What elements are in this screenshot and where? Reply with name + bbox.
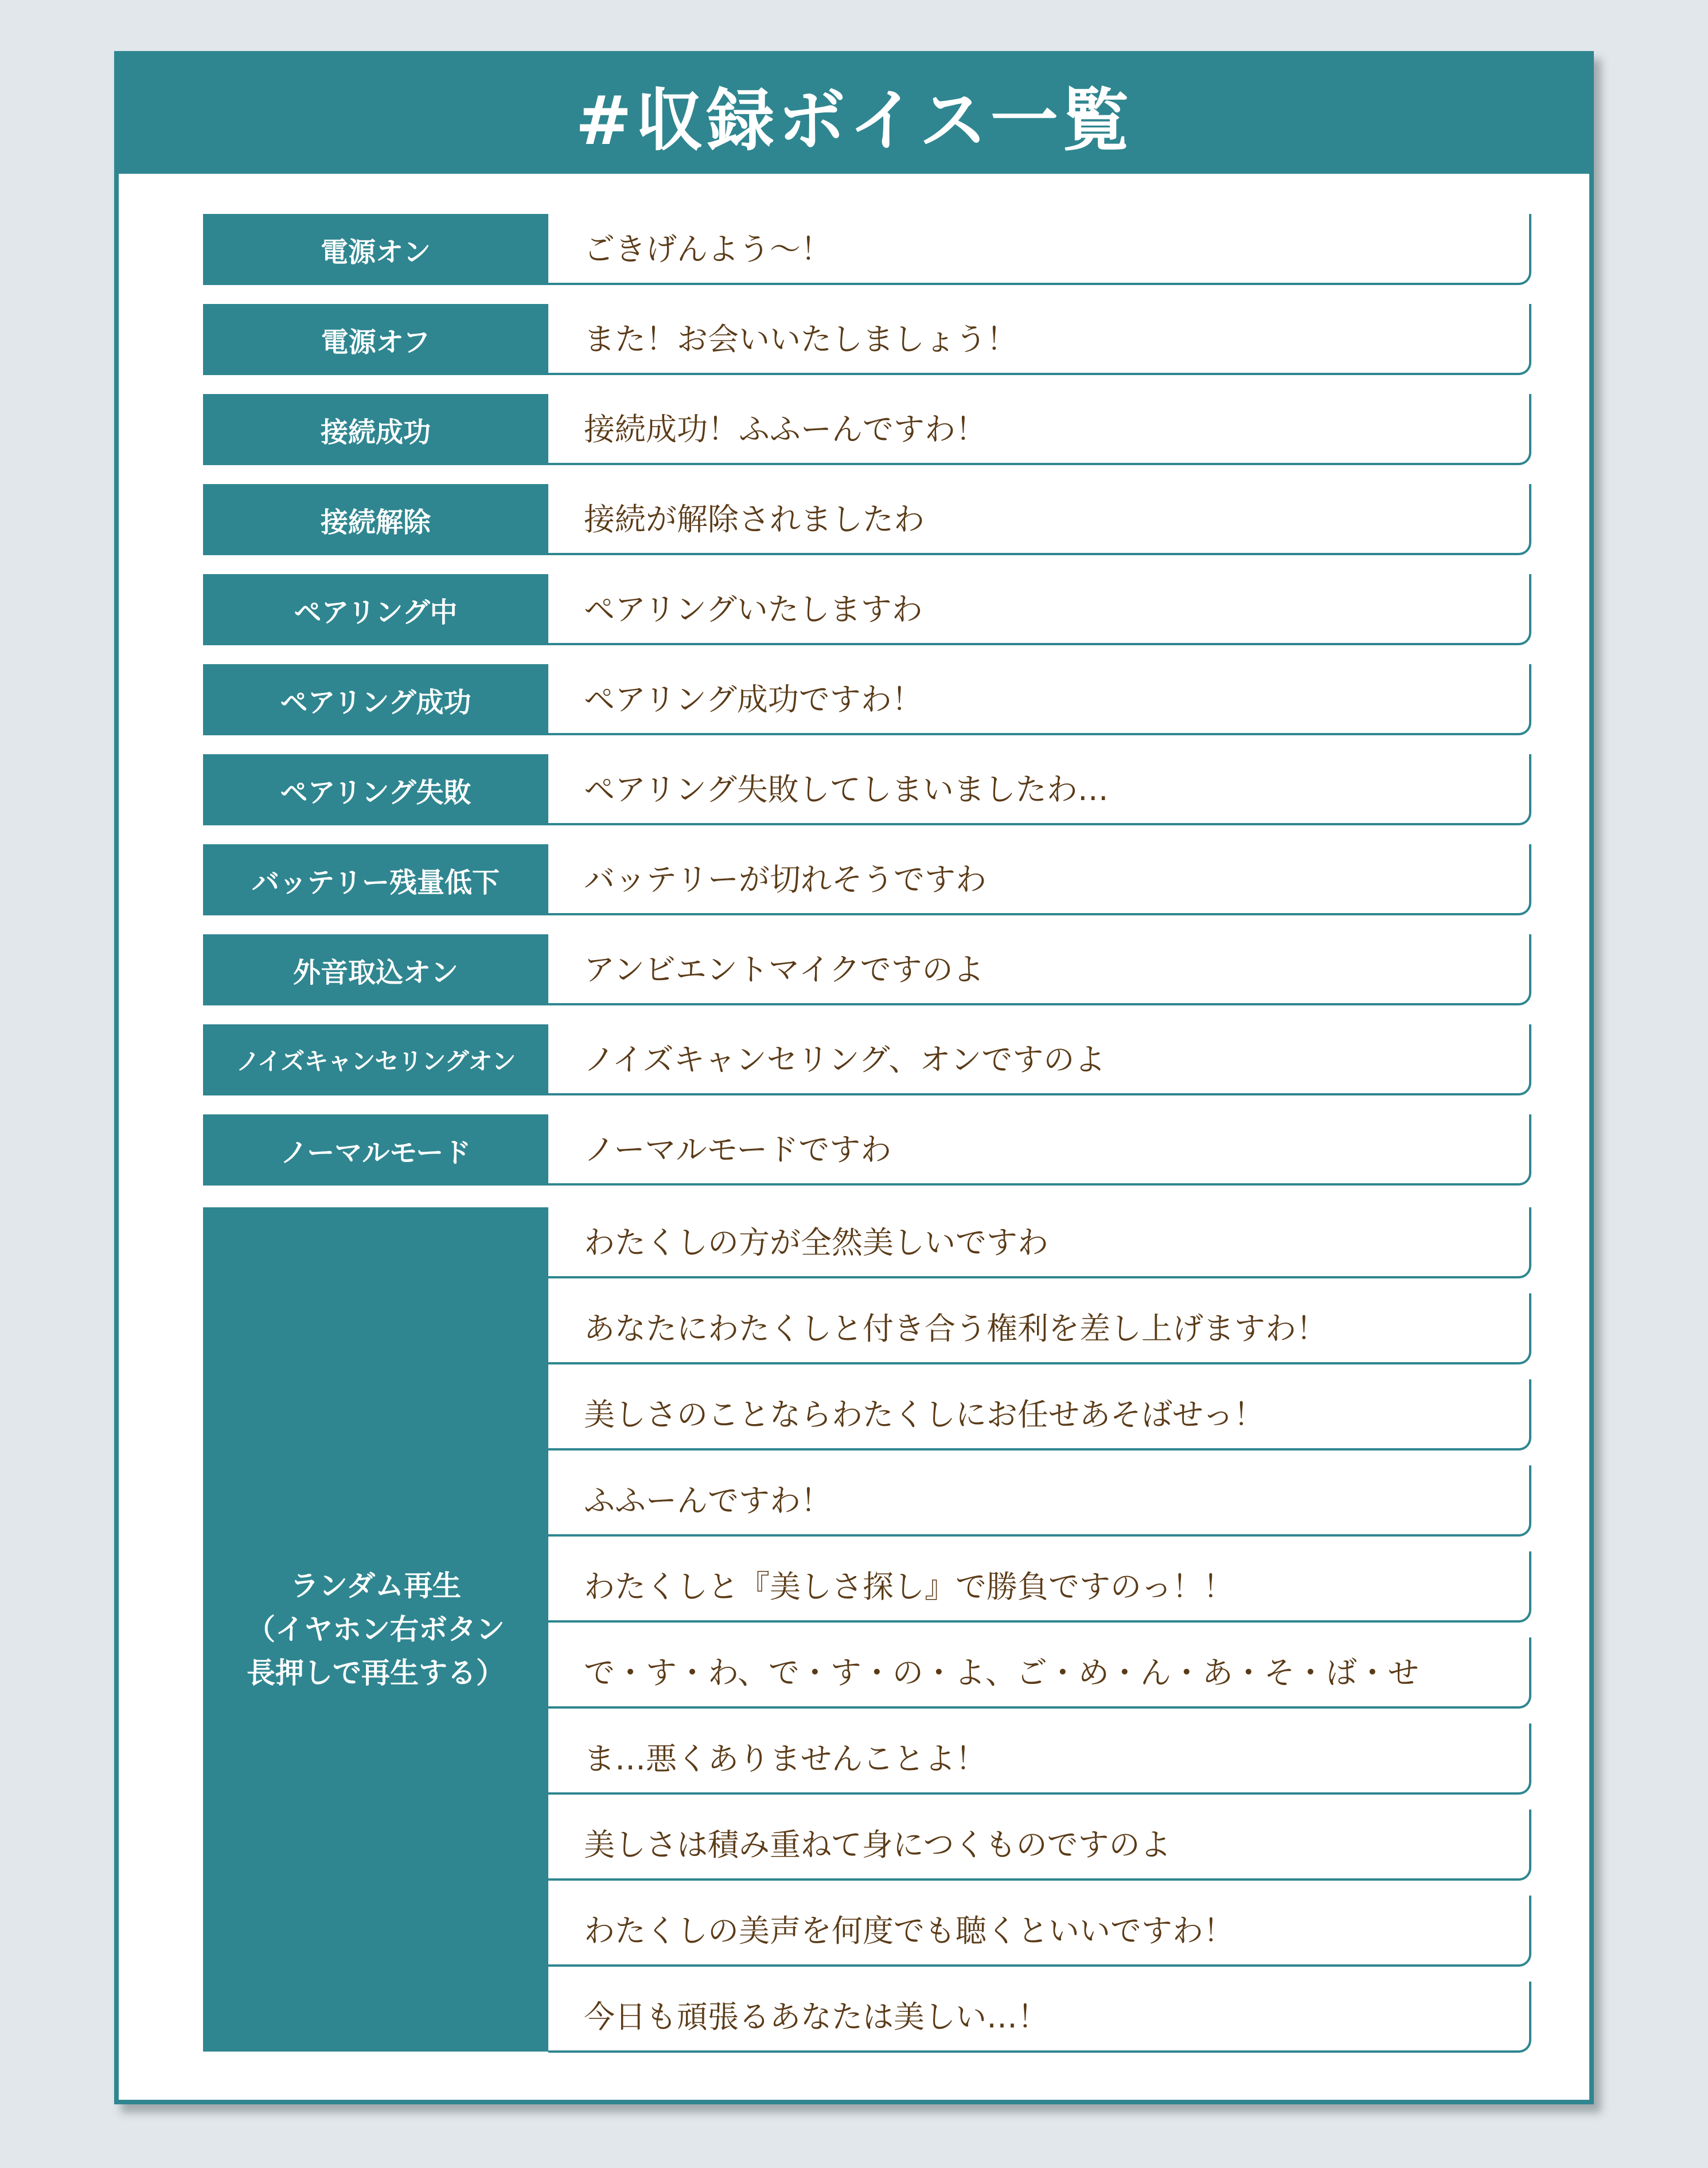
random-label-line: ランダム再生 [290,1569,461,1602]
random-voice-value: 美しさのことならわたくしにお任せあそばせっ！ [548,1379,1531,1450]
random-voice-value: 美しさは積み重ねて身につくものですのよ [548,1810,1531,1881]
row-value: ごきげんよう〜！ [548,214,1531,285]
random-voice-value: 今日も頑張るあなたは美しい…！ [548,1982,1531,2053]
random-voice-value: わたくしと『美しさ探し』で勝負ですのっ！！ [548,1551,1531,1623]
page-title: #収録ボイス一覧 [575,81,1133,160]
row-label: ペアリング成功 [203,664,548,735]
row-label: 電源オン [203,214,548,285]
voice-row [119,304,1589,375]
row-value: ペアリング成功ですわ！ [548,664,1531,735]
row-value: アンビエントマイクですのよ [548,934,1531,1005]
random-voice-value: で・す・わ、で・す・の・よ、ご・め・ん・あ・そ・ば・せ [548,1637,1531,1709]
row-value: また！お会いいたしましょう！ [548,304,1531,375]
header-bar [119,56,1589,174]
row-value: ペアリング失敗してしまいましたわ… [548,754,1531,825]
row-label: ペアリング中 [203,574,548,645]
row-label: 接続成功 [203,394,548,465]
voice-row [119,1024,1589,1095]
voice-row [119,844,1589,915]
voice-row [119,754,1589,825]
voice-row [119,484,1589,555]
row-value: 接続が解除されましたわ [548,484,1531,555]
row-value: ノイズキャンセリング、オンですのよ [548,1024,1531,1095]
random-label-line: （イヤホン右ボタン [247,1613,505,1646]
row-label: 接続解除 [203,484,548,555]
voice-row [119,664,1589,735]
row-label: ノイズキャンセリングオン [203,1024,548,1095]
voice-row [119,934,1589,1005]
row-label: 外音取込オン [203,934,548,1005]
random-voice-value: わたくしの方が全然美しいですわ [548,1207,1531,1278]
row-value: 接続成功！ふふーんですわ！ [548,394,1531,465]
row-label: バッテリー残量低下 [203,844,548,915]
voice-row [119,394,1589,465]
row-value: ノーマルモードですわ [548,1114,1531,1186]
row-label: 電源オフ [203,304,548,375]
random-voice-value: ふふーんですわ！ [548,1465,1531,1537]
random-label-line: 長押しで再生する） [247,1656,505,1690]
random-voice-value: あなたにわたくしと付き合う権利を差し上げますわ！ [548,1293,1531,1364]
row-value: バッテリーが切れそうですわ [548,844,1531,915]
voice-row [119,574,1589,645]
row-label: ノーマルモード [203,1114,548,1186]
random-play-label [203,1207,548,2052]
voice-row [119,214,1589,285]
random-voice-value: ま…悪くありませんことよ！ [548,1724,1531,1795]
voice-row [119,1114,1589,1186]
voice-list-card [114,51,1594,2104]
row-value: ペアリングいたしますわ [548,574,1531,645]
row-label: ペアリング失敗 [203,754,548,825]
random-voice-value: わたくしの美声を何度でも聴くといいですわ！ [548,1896,1531,1967]
